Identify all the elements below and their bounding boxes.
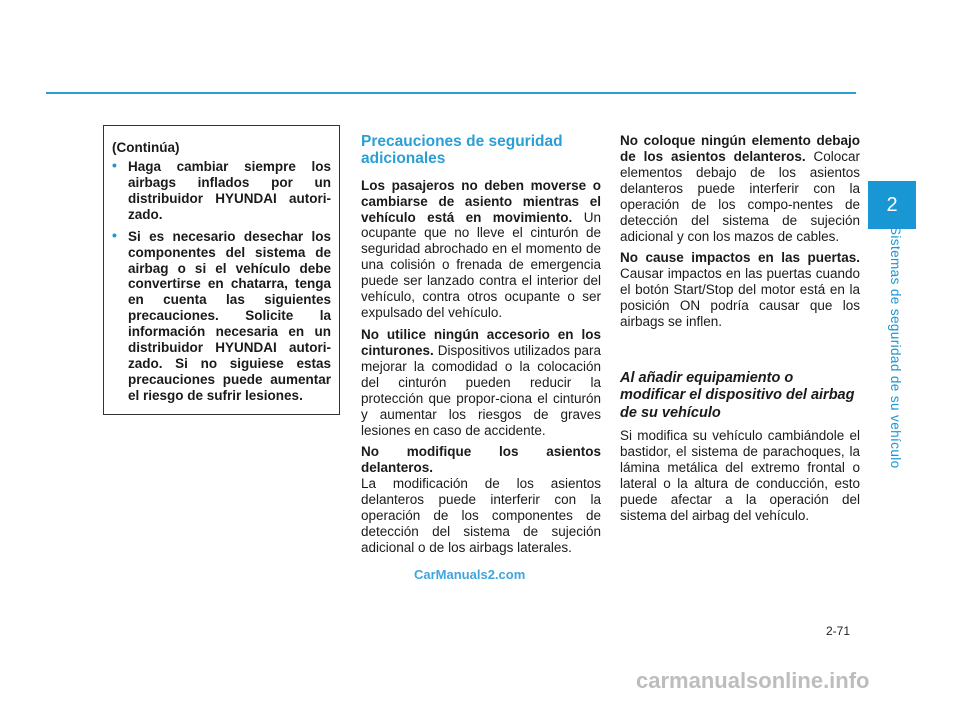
chapter-tab — [868, 181, 916, 229]
page-number: 2-71 — [826, 624, 851, 638]
paragraph-lead: Los pasajeros no deben moverse o cambiarse de asiento mientras el vehículo está en movimiento. — [361, 177, 601, 225]
subsection-heading: Al añadir equipamiento o modificar el dispositivo del airbag de su vehículo — [620, 370, 855, 421]
paragraph — [620, 133, 860, 244]
bullet-icon: • — [112, 157, 117, 173]
paragraph-lead: No modifique los asientos delanteros. — [361, 444, 601, 476]
footer-watermark: carmanualsonline.info — [636, 668, 870, 693]
chapter-number: 2 — [886, 194, 898, 216]
paragraph-text: Causar impactos en las puertas cuando el botón Start/Stop del motor está en la posición ON podría causar que los airbags se inflen. — [620, 266, 860, 330]
paragraph-text: Colocar elementos debajo de los asientos delanteros puede interferir con la operación de los compo-nentes de detección del sistema de sujeción adicional y con los mazos de cables. — [620, 148, 860, 244]
box-item — [112, 159, 331, 223]
paragraph-lead: No coloque ningún elemento debajo de los asientos delanteros. — [620, 133, 860, 164]
top-rule — [46, 92, 856, 94]
section-heading: Precauciones de seguridad adicionales — [361, 133, 563, 168]
paragraph — [361, 444, 601, 555]
warning-box — [103, 125, 340, 415]
right-column — [620, 133, 860, 530]
box-item-text: Haga cambiar siempre los airbags inflados por un distribuidor HYUNDAI autori-zado. — [128, 159, 331, 222]
chapter-title: Sistemas de seguridad de su vehículo — [888, 226, 903, 469]
paragraph-text: Si modifica su vehículo cambiándole el bastidor, el sistema de parachoques, la lámina metálica del extremo frontal o lateral o la altura de conducción, esto puede afectar a la operación del sistema del airbag del vehículo. — [620, 428, 860, 523]
box-item-text: Si es necesario desechar los componentes del sistema de airbag o si el vehículo debe convertirse en chatarra, tenga en cuenta las siguientes precauciones. Solicite la información necesaria en un distribuidor HYUNDAI autori-zado. Si no siguiese estas precauciones puede aumentar el riesgo de sufrir lesiones. — [128, 228, 331, 403]
paragraph-lead: No cause impactos en las puertas. — [620, 250, 860, 266]
paragraph-text: Dispositivos utilizados para mejorar la comodidad o la colocación del cinturón pueden reducir la protección que propor-ciona el cinturón y aumentar los riesgos de graves lesiones en caso de accidente. — [361, 342, 601, 438]
paragraph — [620, 250, 860, 330]
paragraph-text: La modificación de los asientos delanteros puede interferir con la operación de los componentes de detección del sistema de sujeción adicional o de los airbags laterales. — [361, 476, 601, 555]
paragraph-lead: No utilice ningún accesorio en los cinturones. — [361, 327, 601, 358]
box-item — [112, 226, 331, 404]
paragraph — [361, 178, 601, 321]
box-header: (Continúa) — [112, 140, 180, 155]
bullet-icon: • — [112, 226, 117, 243]
middle-column — [361, 133, 601, 562]
watermark: CarManuals2.com — [414, 567, 526, 582]
paragraph — [361, 327, 601, 438]
paragraph-text: Un ocupante que no lleve el cinturón de seguridad abrochado en el momento de una colisión o frenada de emergencia puede ser lanzado contra el interior del vehículo, contra otros ocupante o ser expulsado del vehículo. — [361, 209, 601, 321]
